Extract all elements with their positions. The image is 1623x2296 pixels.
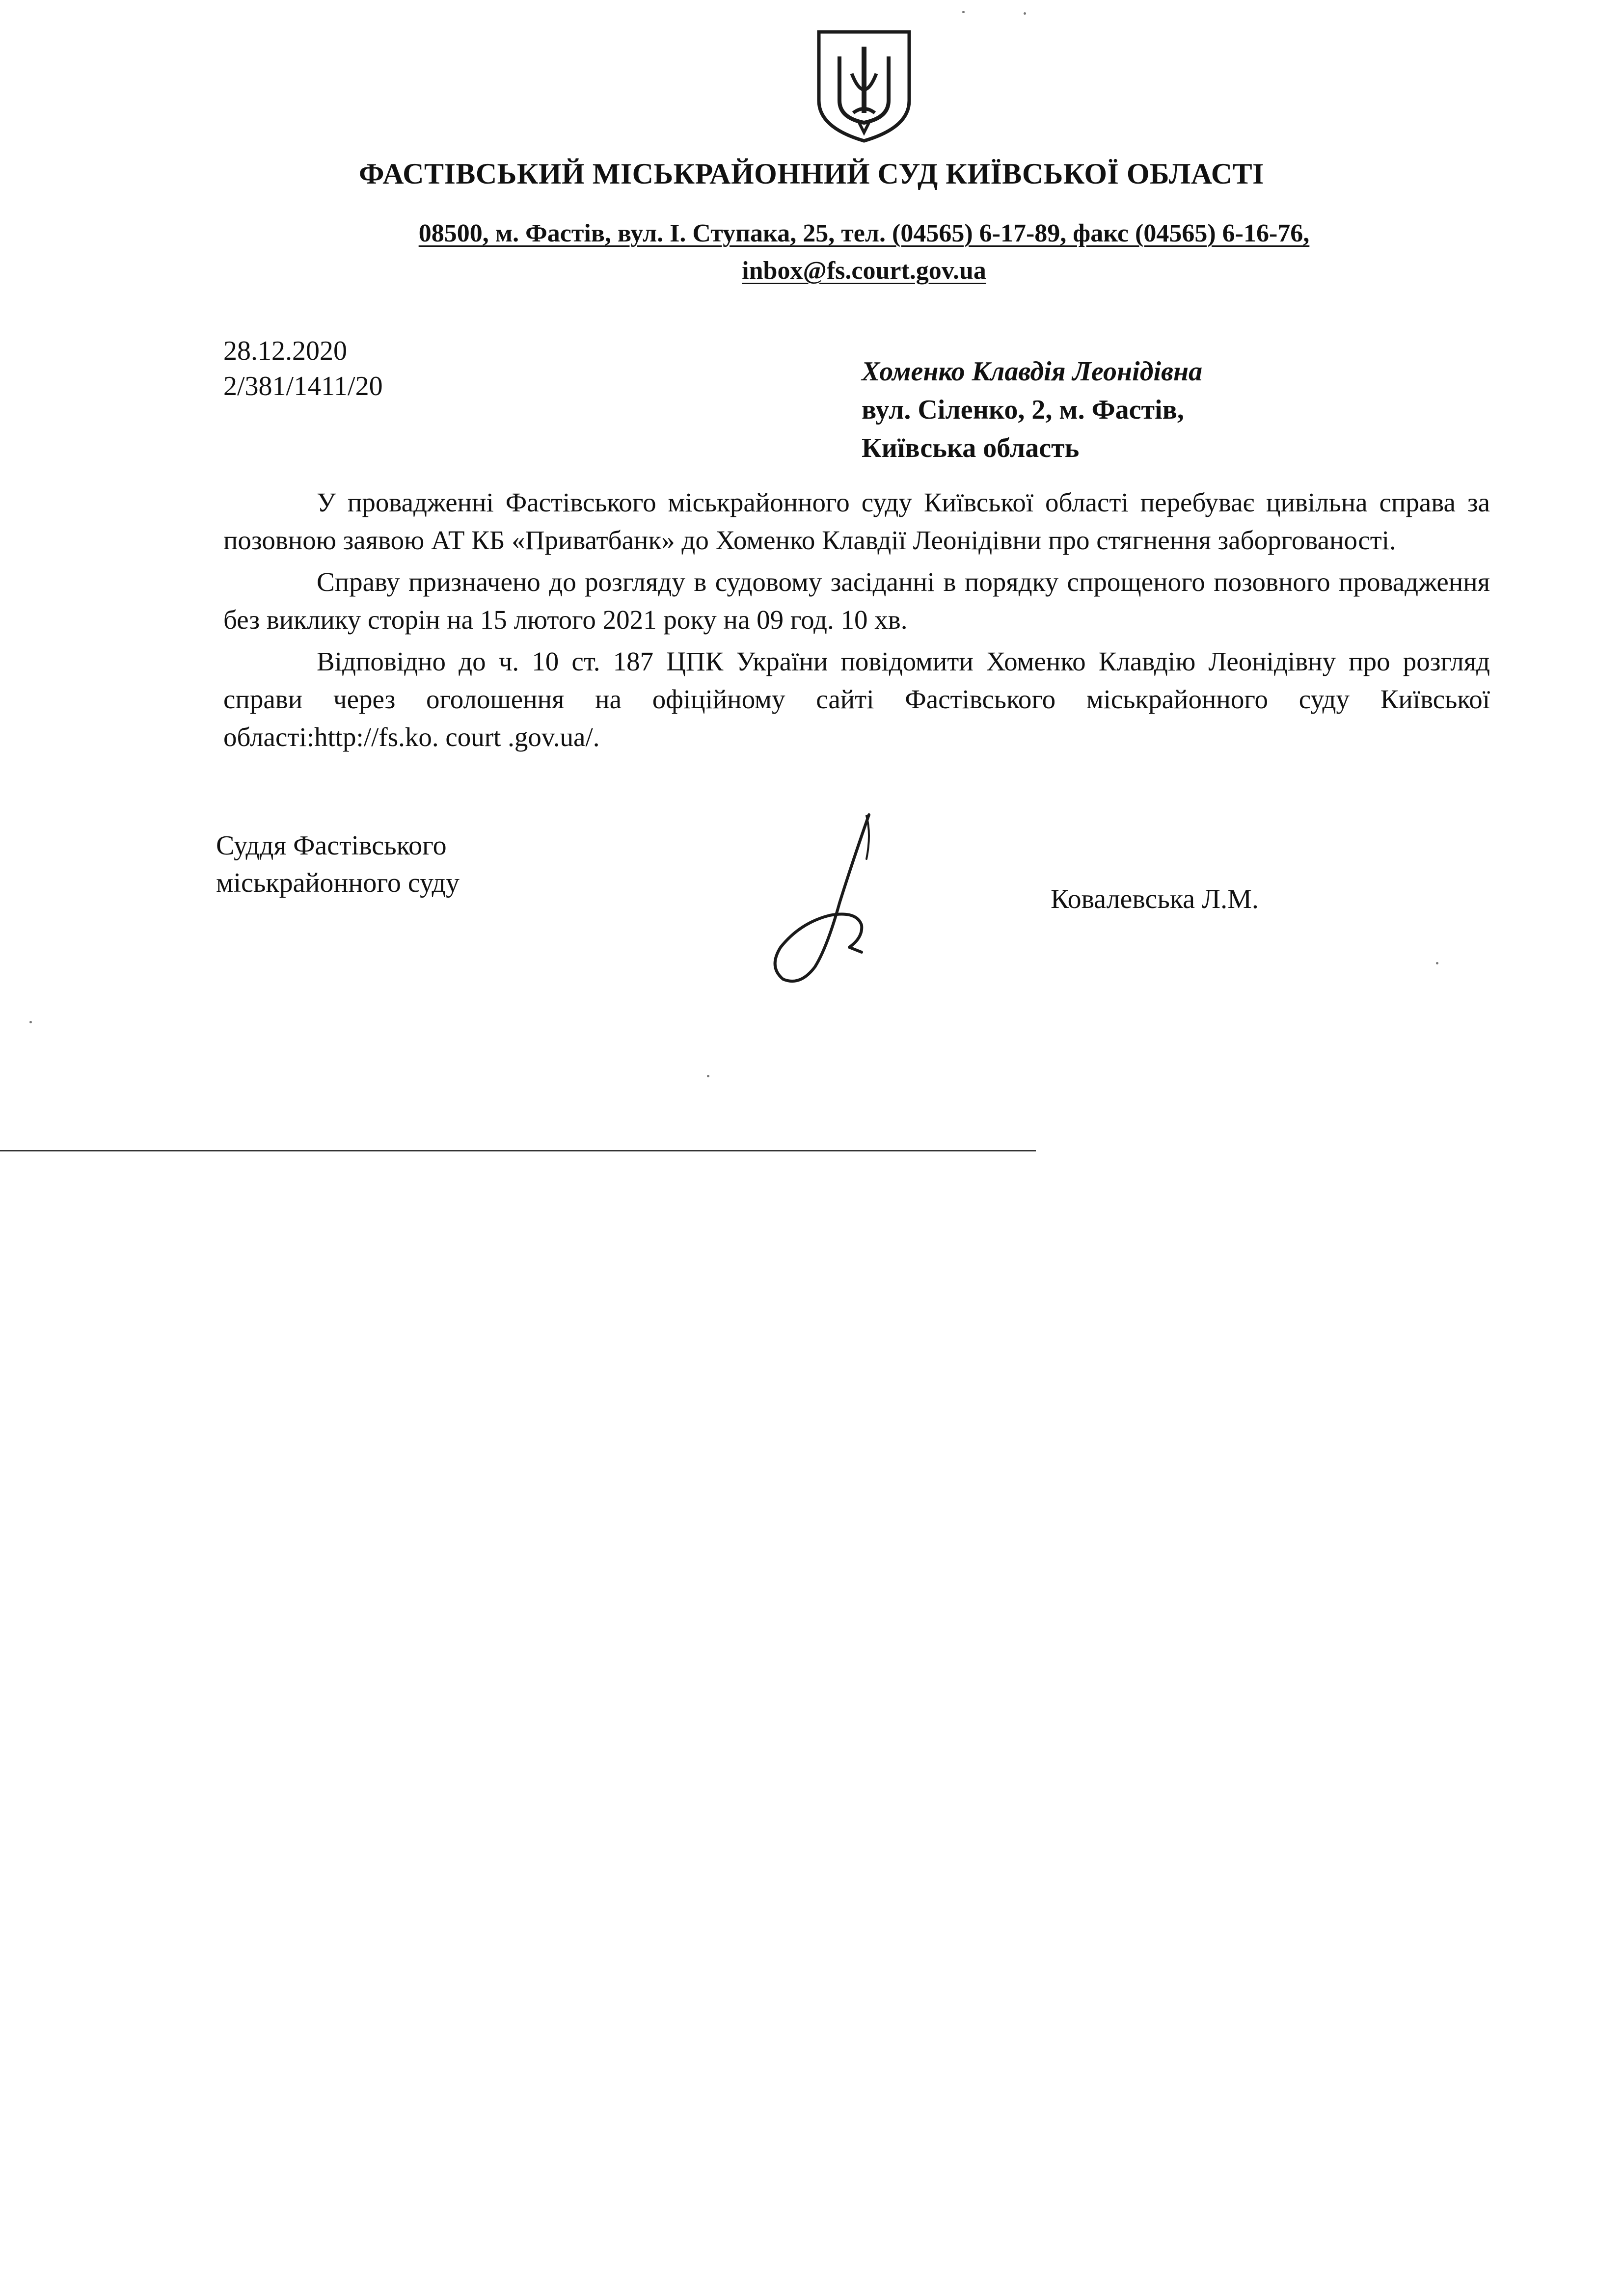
page-divider	[0, 1150, 1036, 1151]
recipient-block	[862, 352, 1202, 467]
document-number: 2/381/1411/20	[223, 371, 383, 401]
body-paragraph-1: У провадженні Фастівського міськрайонного суду Київської області перебуває цивільна справа за позовною заявою АТ КБ «Приватбанк» до Хоменко Клавдії Леонідівни про стягнення заборгованості.	[223, 487, 1490, 555]
recipient-region: Київська область	[862, 433, 1080, 463]
scan-speck	[1436, 962, 1438, 964]
court-address-line: 08500, м. Фастів, вул. І. Ступака, 25, тел. (04565) 6-17-89, факс (04565) 6-16-76,	[418, 219, 1310, 247]
scan-speck	[1024, 12, 1026, 15]
court-contacts	[275, 215, 1453, 290]
body-paragraph-2: Справу призначено до розгляду в судовому засіданні в порядку спрощеного позовного провадження без виклику сторін на 15 лютого 2021 року на 09 год. 10 хв.	[223, 567, 1490, 635]
trident-emblem-icon	[810, 27, 918, 145]
signer-title-line-1: Суддя Фастівського	[216, 830, 447, 861]
recipient-street: вул. Сіленко, 2, м. Фастів,	[862, 395, 1184, 425]
signer-title	[216, 827, 460, 902]
scan-speck	[29, 1021, 32, 1023]
document-date: 28.12.2020	[223, 336, 347, 366]
scan-speck	[707, 1075, 709, 1077]
signer-title-line-2: міськрайонного суду	[216, 868, 460, 898]
court-name: ФАСТІВСЬКИЙ МІСЬКРАЙОННИЙ СУД КИЇВСЬКОЇ ОБЛАСТІ	[359, 158, 1264, 190]
scan-speck	[962, 11, 965, 13]
letter-body	[223, 483, 1490, 760]
recipient-name: Хоменко Клавдія Леонідівна	[862, 356, 1203, 387]
signer-name: Ковалевська Л.М.	[1051, 884, 1259, 914]
court-email-line[interactable]: inbox@fs.court.gov.ua	[742, 257, 986, 285]
handwritten-signature	[766, 805, 893, 996]
body-paragraph-3: Відповідно до ч. 10 ст. 187 ЦПК України повідомити Хоменко Клавдію Леонідівну про розгляд справи через оголошення на офіційному сайті Фастівського міськрайонного суду Київської області:http://fs.ko. court .gov.ua/.	[223, 646, 1490, 752]
